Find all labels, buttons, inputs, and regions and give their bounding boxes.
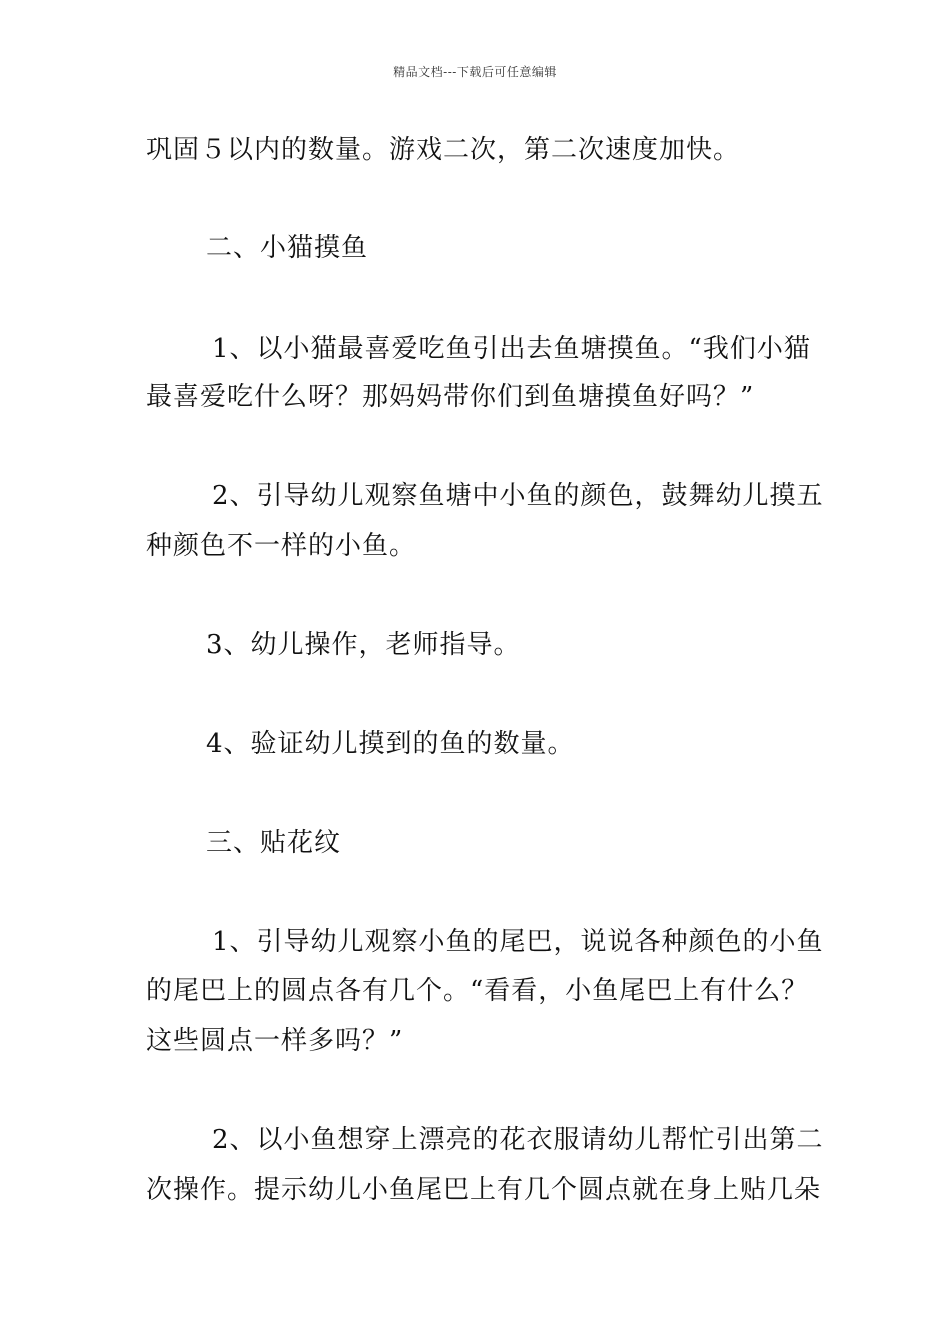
- body-line: 2、引导幼儿观察鱼塘中小鱼的颜色，鼓舞幼儿摸五: [212, 481, 824, 511]
- body-line: 1、引导幼儿观察小鱼的尾巴，说说各种颜色的小鱼: [212, 927, 824, 957]
- section-heading: 二、小猫摸鱼: [206, 233, 369, 263]
- body-line: 种颜色不一样的小鱼。: [146, 531, 417, 561]
- body-line: 2、以小鱼想穿上漂亮的花衣服请幼儿帮忙引出第二: [212, 1125, 824, 1155]
- body-line: 3、幼儿操作，老师指导。: [206, 630, 521, 660]
- body-line: 最喜爱吃什么呀？那妈妈带你们到鱼塘摸鱼好吗？”: [146, 382, 755, 412]
- page-header: 精品文档---下载后可任意编辑: [393, 65, 557, 79]
- body-line: 1、以小猫最喜爱吃鱼引出去鱼塘摸鱼。“我们小猫: [212, 334, 811, 364]
- section-heading: 三、贴花纹: [206, 828, 342, 858]
- body-line: 的尾巴上的圆点各有几个。“看看，小鱼尾巴上有什么？: [146, 976, 809, 1006]
- body-line: 次操作。提示幼儿小鱼尾巴上有几个圆点就在身上贴几朵: [146, 1175, 822, 1205]
- body-line: 这些圆点一样多吗？”: [146, 1026, 404, 1056]
- body-line: 巩固５以内的数量。游戏二次，第二次速度加快。: [146, 135, 741, 165]
- body-line: 4、验证幼儿摸到的鱼的数量。: [206, 729, 575, 759]
